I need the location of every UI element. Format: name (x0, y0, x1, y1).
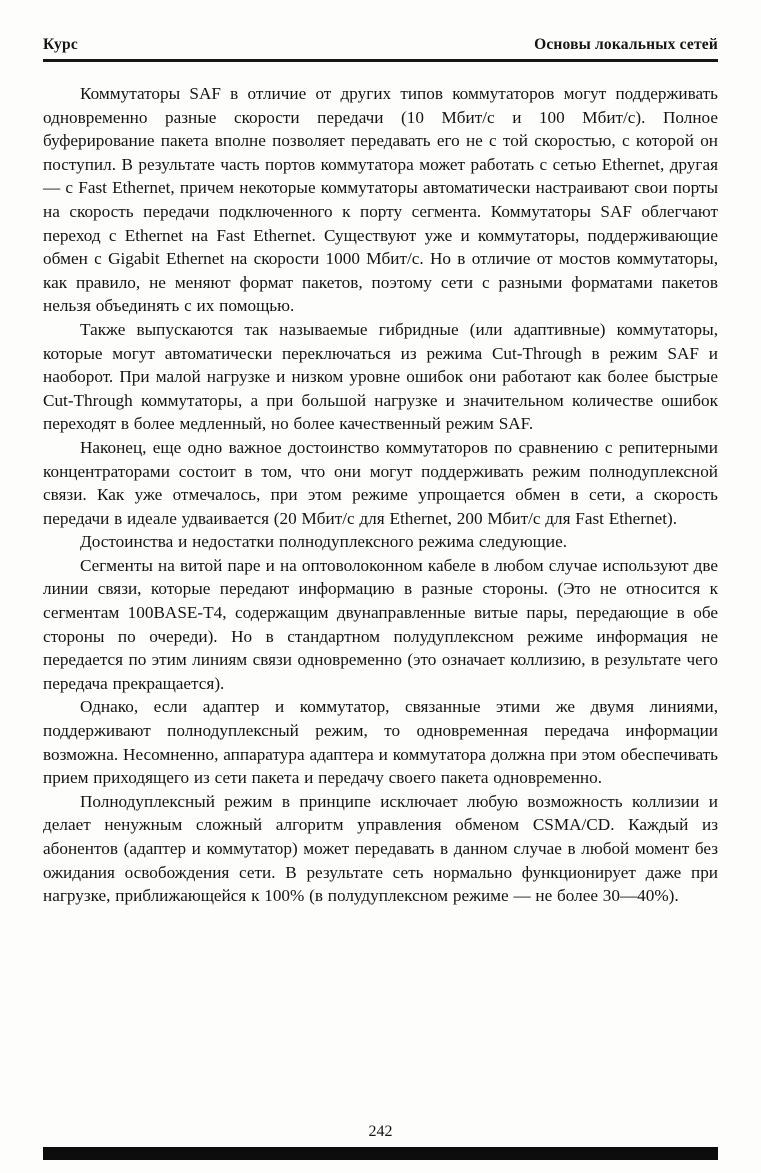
paragraph: Полнодуплексный режим в принципе исключает любую возможность коллизии и делает ненужным сложный алгоритм управления обменом CSMA/CD. Каждый из абонентов (адаптер и коммутатор) может передавать в данном случае в любой момент без ожидания освобождения сети. В результате сеть нормально функционирует даже при нагрузке, приближающейся к 100% (в полудуплексном режиме — не более 30—40%). (43, 791, 718, 906)
page-footer (43, 1119, 718, 1147)
header-book-title: Основы локальных сетей (534, 36, 718, 53)
header-rule (43, 59, 718, 62)
body-text (43, 82, 718, 1119)
paragraph: Достоинства и недостатки полнодуплексного режима следующие. (80, 532, 568, 552)
paragraph: Сегменты на витой паре и на оптоволоконном кабеле в любом случае используют две линии связи, которые передают информацию в разные стороны. (Это не относится к сегментам 100BASE-T4, содержащим двунаправленные витые пары, передающие в обе стороны по очереди). Но в стандартном полудуплексном режиме информация не передается по этим линиям связи одновременно (это означает коллизию, в результате чего передача прекращается). (43, 555, 718, 693)
header-course-label: Курс (43, 36, 78, 53)
page-header (43, 36, 718, 54)
bottom-bar (43, 1147, 718, 1160)
page-number: 242 (368, 1123, 393, 1140)
paragraph: Однако, если адаптер и коммутатор, связанные этими же двумя линиями, поддерживают полнодуплексный режим, то одновременная передача информации возможна. Несомненно, аппаратура адаптера и коммутатора должна при этом обеспечивать прием приходящего из сети пакета и передачу своего пакета одновременно. (43, 697, 718, 788)
paragraph: Коммутаторы SAF в отличие от других типов коммутаторов могут поддерживать одновременно разные скорости передачи (10 Мбит/с и 100 Мбит/с). Полное буферирование пакета вполне позволяет передавать его не с той скоростью, с которой он поступил. В результате часть портов коммутатора может работать с сетью Ethernet, другая — с Fast Ethernet, причем некоторые коммутаторы автоматически настраивают свои порты на скорость передачи подключенного к порту сегмента. Коммутаторы SAF облегчают переход с Ethernet на Fast Ethernet. Существуют уже и коммутаторы, поддерживающие обмен с Gigabit Ethernet на скорости 1000 Мбит/с. Но в отличие от мостов коммутаторы, как правило, не меняют формат пакетов, поэтому сети с разными форматами пакетов нельзя объединять с их помощью. (43, 84, 718, 316)
paragraph: Наконец, еще одно важное достоинство коммутаторов по сравнению с репитерными концентраторами состоит в том, что они могут поддерживать режим полнодуплексной связи. Как уже отмечалось, при этом режиме упрощается обмен в сети, а скорость передачи в идеале удваивается (20 Мбит/с для Ethernet, 200 Мбит/с для Fast Ethernet). (43, 437, 718, 528)
paragraph: Также выпускаются так называемые гибридные (или адаптивные) коммутаторы, которые могут автоматически переключаться из режима Cut-Through в режим SAF и наоборот. При малой нагрузке и низком уровне ошибок они работают как более быстрые Cut-Through коммутаторы, а при большой нагрузке и значительном количестве ошибок переходят в более медленный, но более качественный режим SAF. (43, 319, 718, 434)
